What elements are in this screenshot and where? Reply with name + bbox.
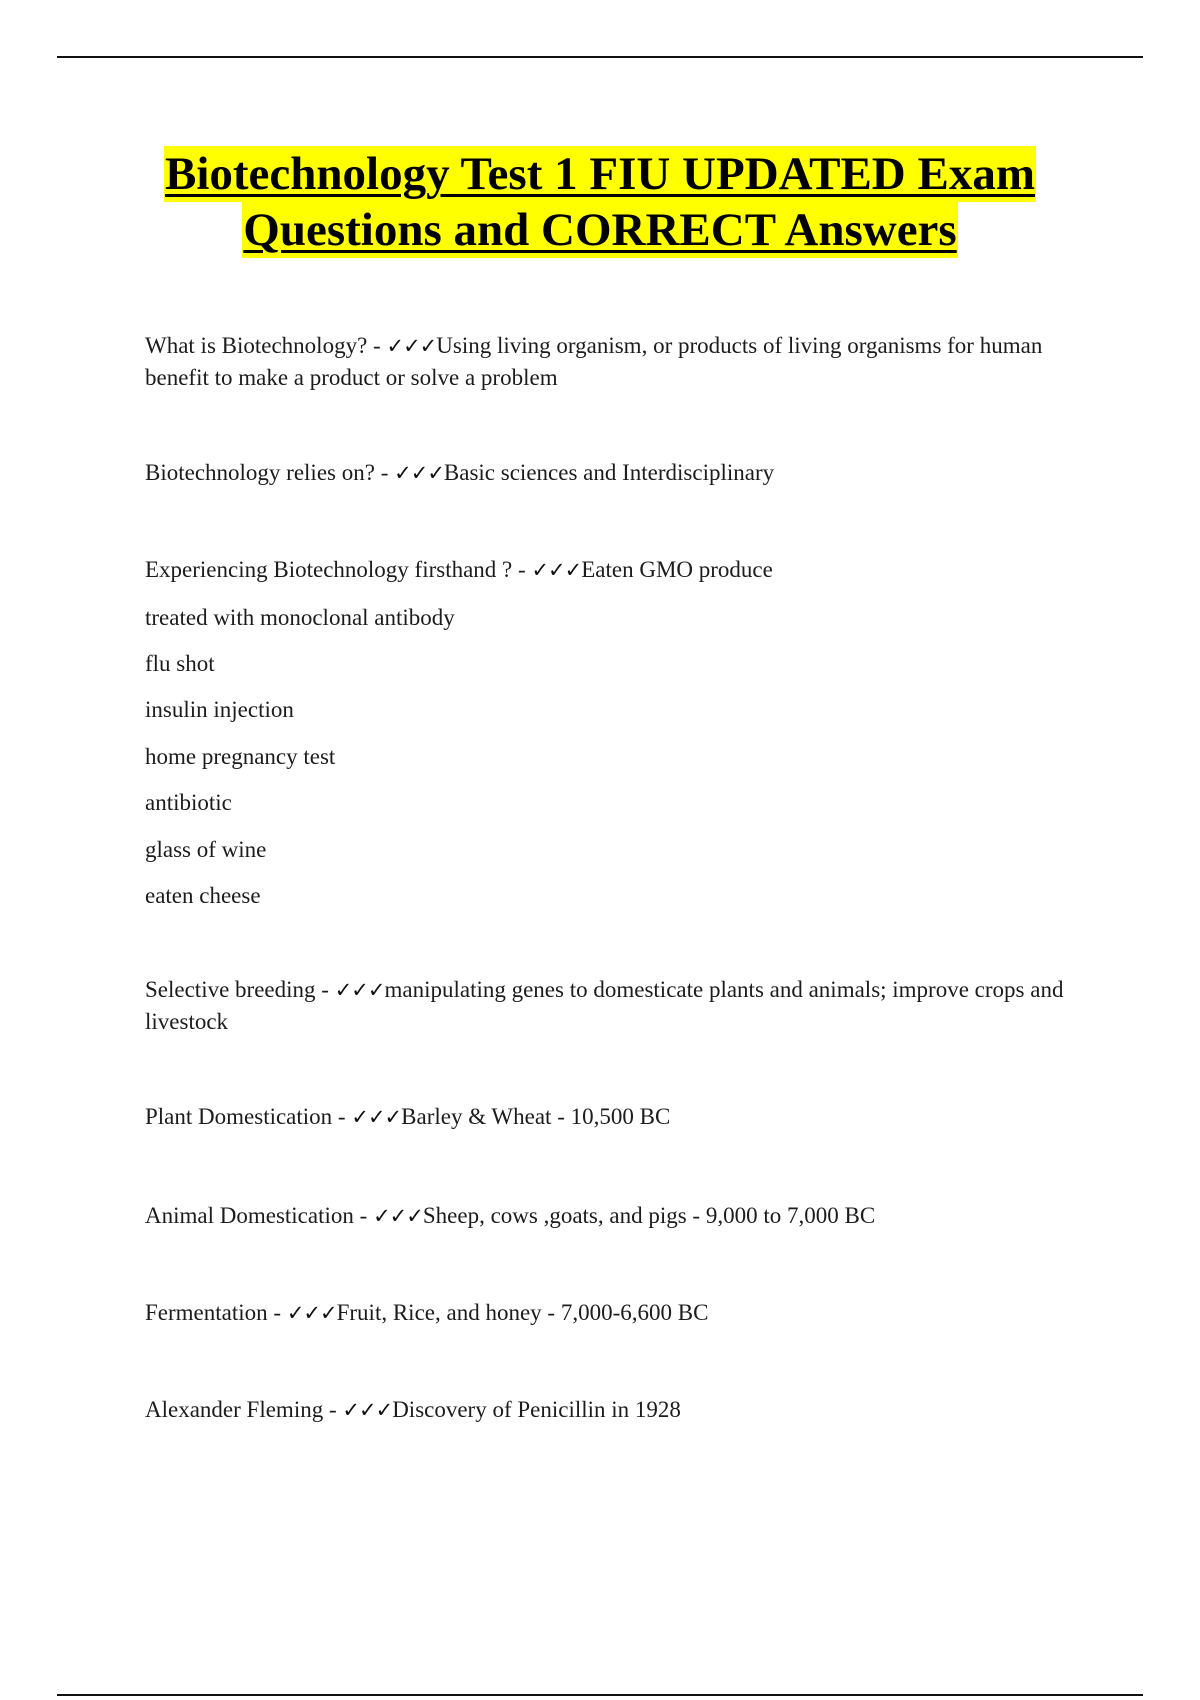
- qa-item: [145, 974, 1085, 1037]
- answer-list-item: treated with monoclonal antibody: [145, 605, 455, 630]
- qa-item: [145, 457, 1085, 489]
- separator: -: [353, 1203, 374, 1228]
- answer-text: manipulating genes to domesticate plants and animals; improve crops and livestock: [145, 977, 1064, 1034]
- question-text: Selective breeding: [145, 977, 316, 1002]
- separator: -: [323, 1397, 343, 1422]
- footer-rule: [57, 1694, 1143, 1696]
- answer-text: Using living organism, or products of living organisms for human benefit to make a product or solve a problem: [145, 333, 1043, 390]
- question-text: Experiencing Biotechnology firsthand ?: [145, 557, 513, 582]
- question-text: Animal Domestication: [145, 1203, 354, 1228]
- title-line-1: Biotechnology Test 1 FIU UPDATED Exam: [165, 148, 1035, 200]
- checkmark-icon: ✓✓✓: [334, 978, 385, 1002]
- question-text: Fermentation: [145, 1300, 268, 1325]
- separator: -: [374, 460, 395, 485]
- document-title: [0, 146, 1200, 258]
- qa-item: [145, 1101, 1085, 1133]
- answer-text: Barley & Wheat - 10,500 BC: [401, 1104, 671, 1129]
- answer-text: Discovery of Penicillin in 1928: [392, 1397, 681, 1422]
- question-text: What is Biotechnology?: [145, 333, 368, 358]
- qa-item: [145, 1200, 1085, 1232]
- checkmark-icon: ✓✓✓: [394, 461, 444, 485]
- answer-list-item: insulin injection: [145, 697, 294, 722]
- qa-item: [145, 554, 1085, 586]
- answer-list-item: flu shot: [145, 651, 215, 676]
- answer-text: Sheep, cows ,goats, and pigs - 9,000 to 7,000 BC: [422, 1203, 876, 1228]
- question-text: Plant Domestication: [145, 1104, 333, 1129]
- answer-text: Eaten GMO produce: [581, 557, 773, 582]
- checkmark-icon: ✓✓✓: [531, 558, 582, 582]
- answer-list-item: antibiotic: [145, 790, 232, 815]
- separator: -: [332, 1104, 352, 1129]
- separator: -: [512, 557, 532, 582]
- separator: -: [267, 1300, 287, 1325]
- qa-item: [145, 1297, 1085, 1329]
- qa-item: [145, 330, 1085, 393]
- checkmark-icon: ✓✓✓: [351, 1105, 402, 1129]
- answer-text: Basic sciences and Interdisciplinary: [443, 460, 775, 485]
- answer-list-item: home pregnancy test: [145, 744, 336, 769]
- answer-text: Fruit, Rice, and honey - 7,000-6,600 BC: [336, 1300, 709, 1325]
- checkmark-icon: ✓✓✓: [373, 1204, 423, 1228]
- checkmark-icon: ✓✓✓: [386, 334, 437, 358]
- question-text: Alexander Fleming: [145, 1397, 324, 1422]
- question-text: Biotechnology relies on?: [145, 460, 375, 485]
- checkmark-icon: ✓✓✓: [342, 1398, 393, 1422]
- separator: -: [367, 333, 387, 358]
- checkmark-icon: ✓✓✓: [286, 1301, 337, 1325]
- separator: -: [315, 977, 335, 1002]
- title-line-2: Questions and CORRECT Answers: [243, 204, 957, 256]
- answer-list-item: eaten cheese: [145, 883, 261, 908]
- header-rule: [57, 56, 1143, 58]
- qa-item: [145, 1394, 1085, 1426]
- answer-list-item: glass of wine: [145, 837, 267, 862]
